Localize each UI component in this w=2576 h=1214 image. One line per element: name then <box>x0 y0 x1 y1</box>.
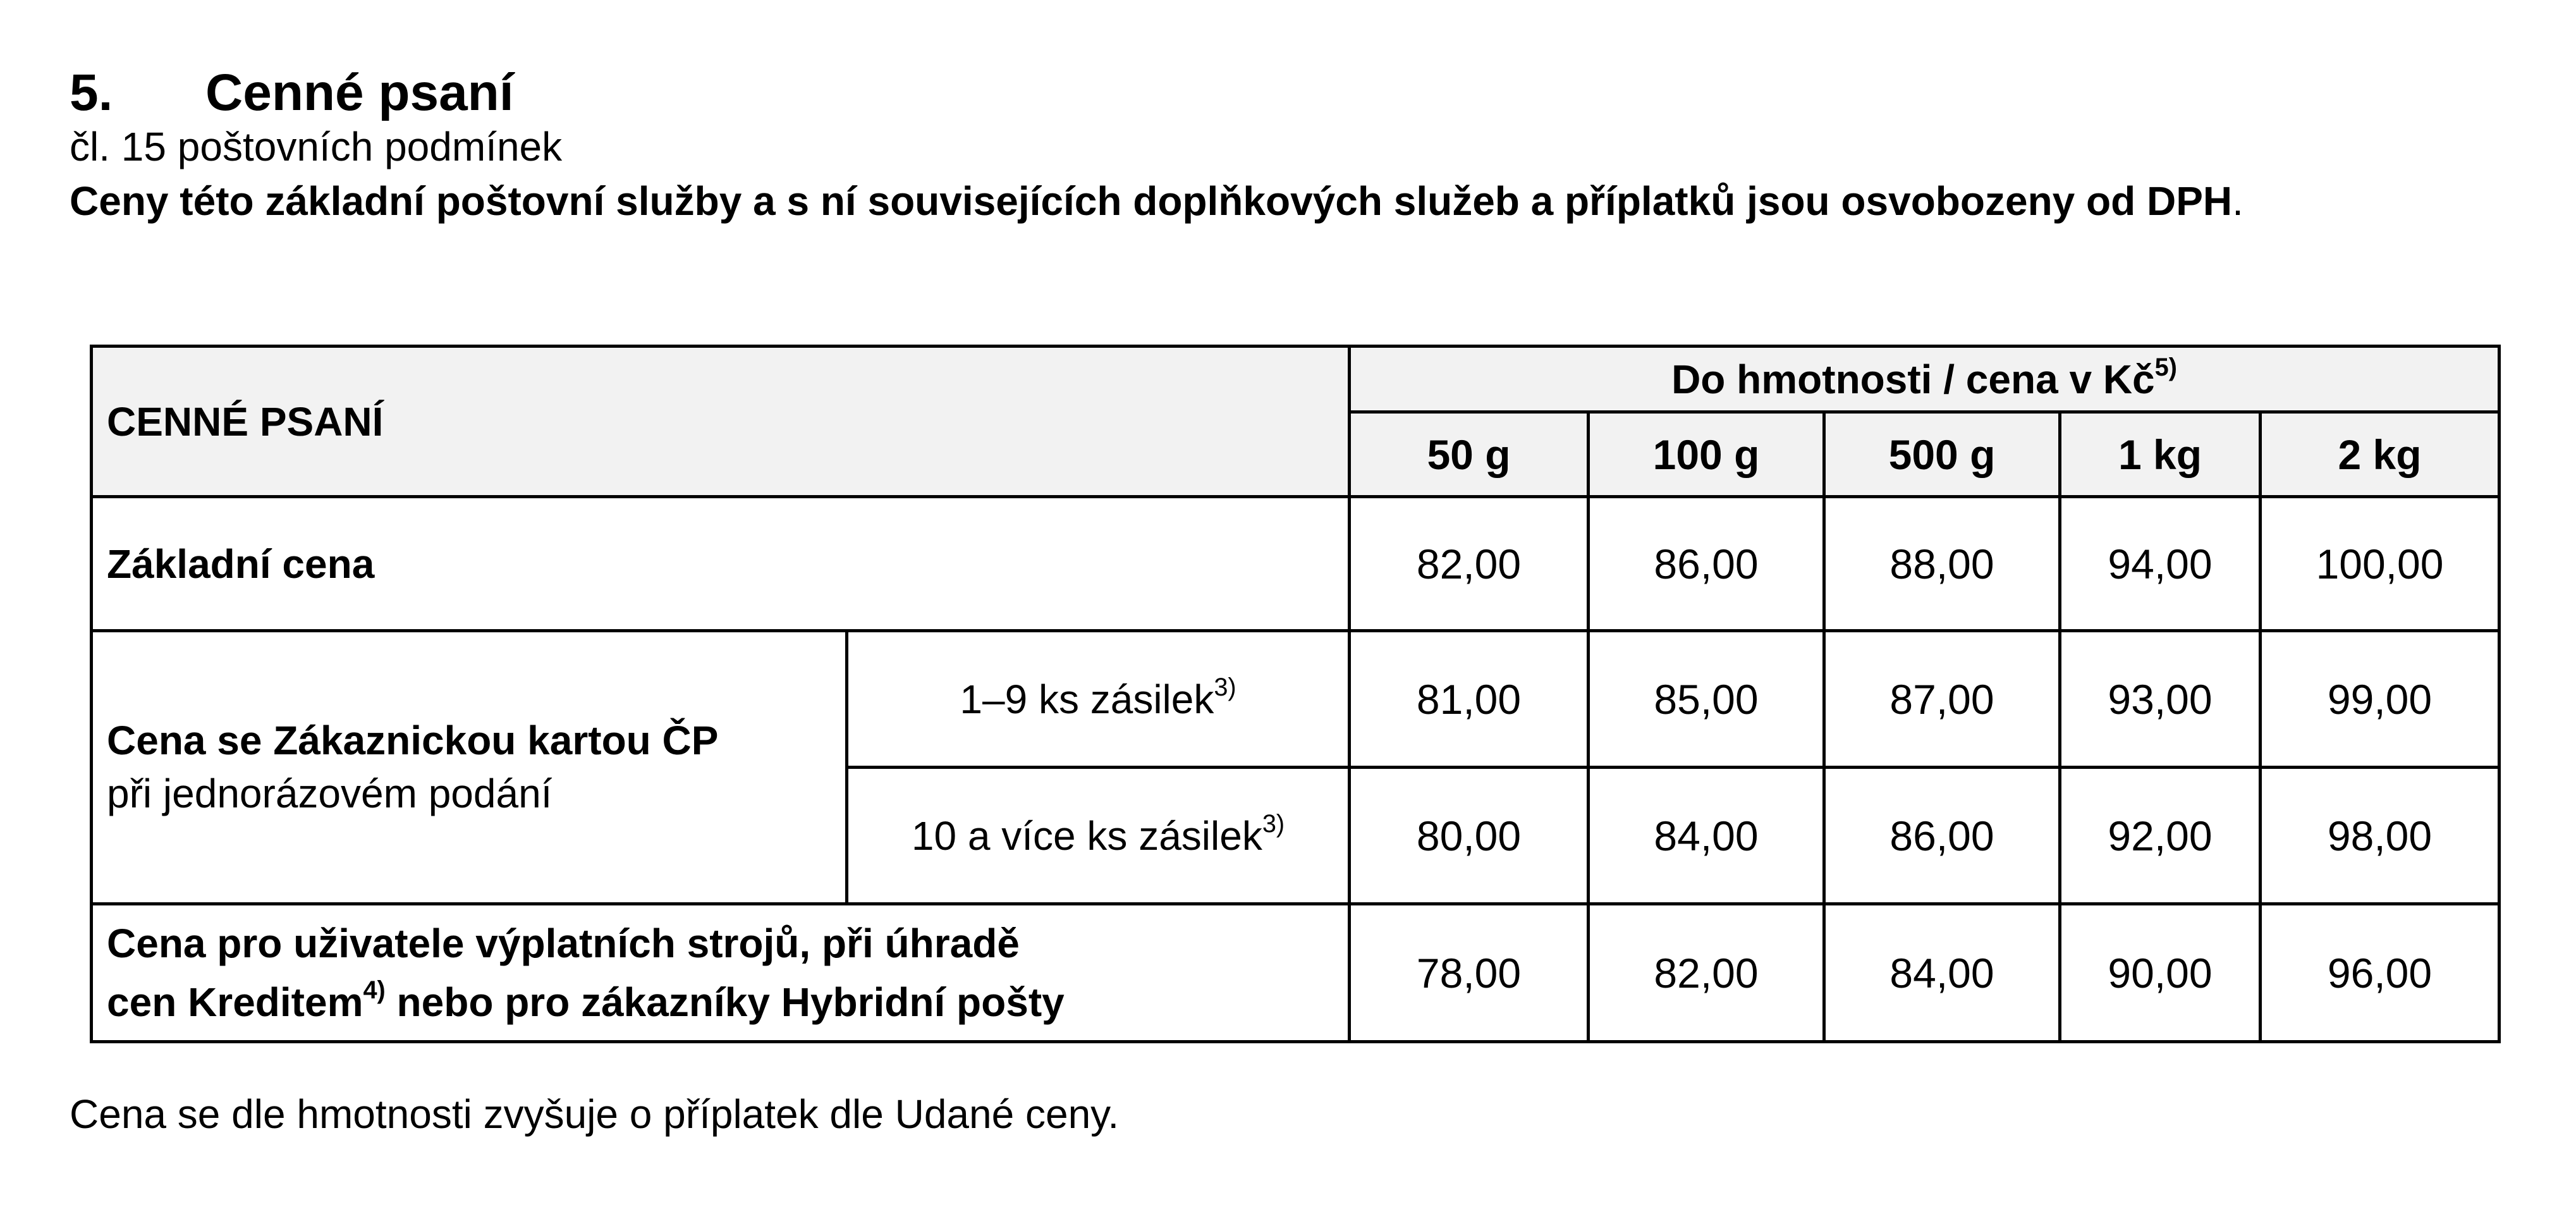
price-cell: 98,00 <box>2261 768 2500 904</box>
footnote-marker: 5) <box>2154 353 2177 381</box>
section-title: Cenné psaní <box>205 64 514 121</box>
section-number: 5. <box>70 64 113 121</box>
price-cell: 82,00 <box>1350 497 1589 631</box>
row-label-card-bold: Cena se Zákaznickou kartou ČP <box>107 718 719 764</box>
row-label-card <box>92 631 847 904</box>
price-cell: 93,00 <box>2060 631 2261 768</box>
weight-header: 50 g <box>1350 412 1589 497</box>
table-row-card-tier1 <box>92 631 2500 768</box>
weight-group-header-text: Do hmotnosti / cena v Kč <box>1671 356 2155 402</box>
price-cell: 88,00 <box>1824 497 2060 631</box>
corner-label: CENNÉ PSANÍ <box>92 346 1350 497</box>
row-label-basic: Základní cena <box>92 497 1350 631</box>
tier-label <box>847 768 1350 904</box>
price-cell: 90,00 <box>2060 904 2261 1042</box>
document-page <box>70 63 2516 230</box>
weight-header: 500 g <box>1824 412 2060 497</box>
price-cell: 86,00 <box>1824 768 2060 904</box>
section-reference: čl. 15 poštovních podmínek <box>70 124 563 170</box>
tier-label-text: 1–9 ks zásilek <box>960 676 1214 722</box>
tier-label-text: 10 a více ks zásilek <box>911 812 1262 859</box>
tier-label <box>847 631 1350 768</box>
price-cell: 94,00 <box>2060 497 2261 631</box>
table-row-basic <box>92 497 2500 631</box>
table-row-machine <box>92 904 2500 1042</box>
price-cell: 82,00 <box>1589 904 1824 1042</box>
row-label-machine-line2b: nebo pro zákazníky Hybridní pošty <box>385 979 1065 1025</box>
price-cell: 80,00 <box>1350 768 1589 904</box>
row-label-machine-line1: Cena pro uživatele výplatních strojů, při úhradě <box>107 920 1020 966</box>
row-label-machine <box>92 904 1350 1042</box>
price-cell: 84,00 <box>1589 768 1824 904</box>
price-cell: 92,00 <box>2060 768 2261 904</box>
footnote-marker: 4) <box>363 976 386 1004</box>
header-row-group <box>92 346 2500 412</box>
vat-note <box>70 173 2516 230</box>
price-cell: 87,00 <box>1824 631 2060 768</box>
price-table <box>90 345 2501 1043</box>
price-cell: 100,00 <box>2261 497 2500 631</box>
weight-header: 2 kg <box>2261 412 2500 497</box>
row-label-machine-line2a: cen Kreditem <box>107 979 363 1025</box>
vat-note-bold: Ceny této základní poštovní služby a s ní souvisejících doplňkových služeb a příplatků jsou osvobozeny od DPH <box>70 178 2233 224</box>
weight-header: 100 g <box>1589 412 1824 497</box>
price-cell: 78,00 <box>1350 904 1589 1042</box>
price-cell: 96,00 <box>2261 904 2500 1042</box>
section-heading <box>70 63 2516 123</box>
vat-note-tail: . <box>2232 178 2243 224</box>
weight-header: 1 kg <box>2060 412 2261 497</box>
price-cell: 81,00 <box>1350 631 1589 768</box>
row-label-card-normal: při jednorázovém podání <box>107 770 552 816</box>
footer-note: Cena se dle hmotnosti zvyšuje o příplatek dle Udané ceny. <box>70 1091 1120 1137</box>
footnote-marker: 3) <box>1262 809 1285 838</box>
footnote-marker: 3) <box>1214 673 1236 701</box>
price-cell: 99,00 <box>2261 631 2500 768</box>
price-cell: 86,00 <box>1589 497 1824 631</box>
price-cell: 85,00 <box>1589 631 1824 768</box>
weight-group-header <box>1350 346 2500 412</box>
price-cell: 84,00 <box>1824 904 2060 1042</box>
